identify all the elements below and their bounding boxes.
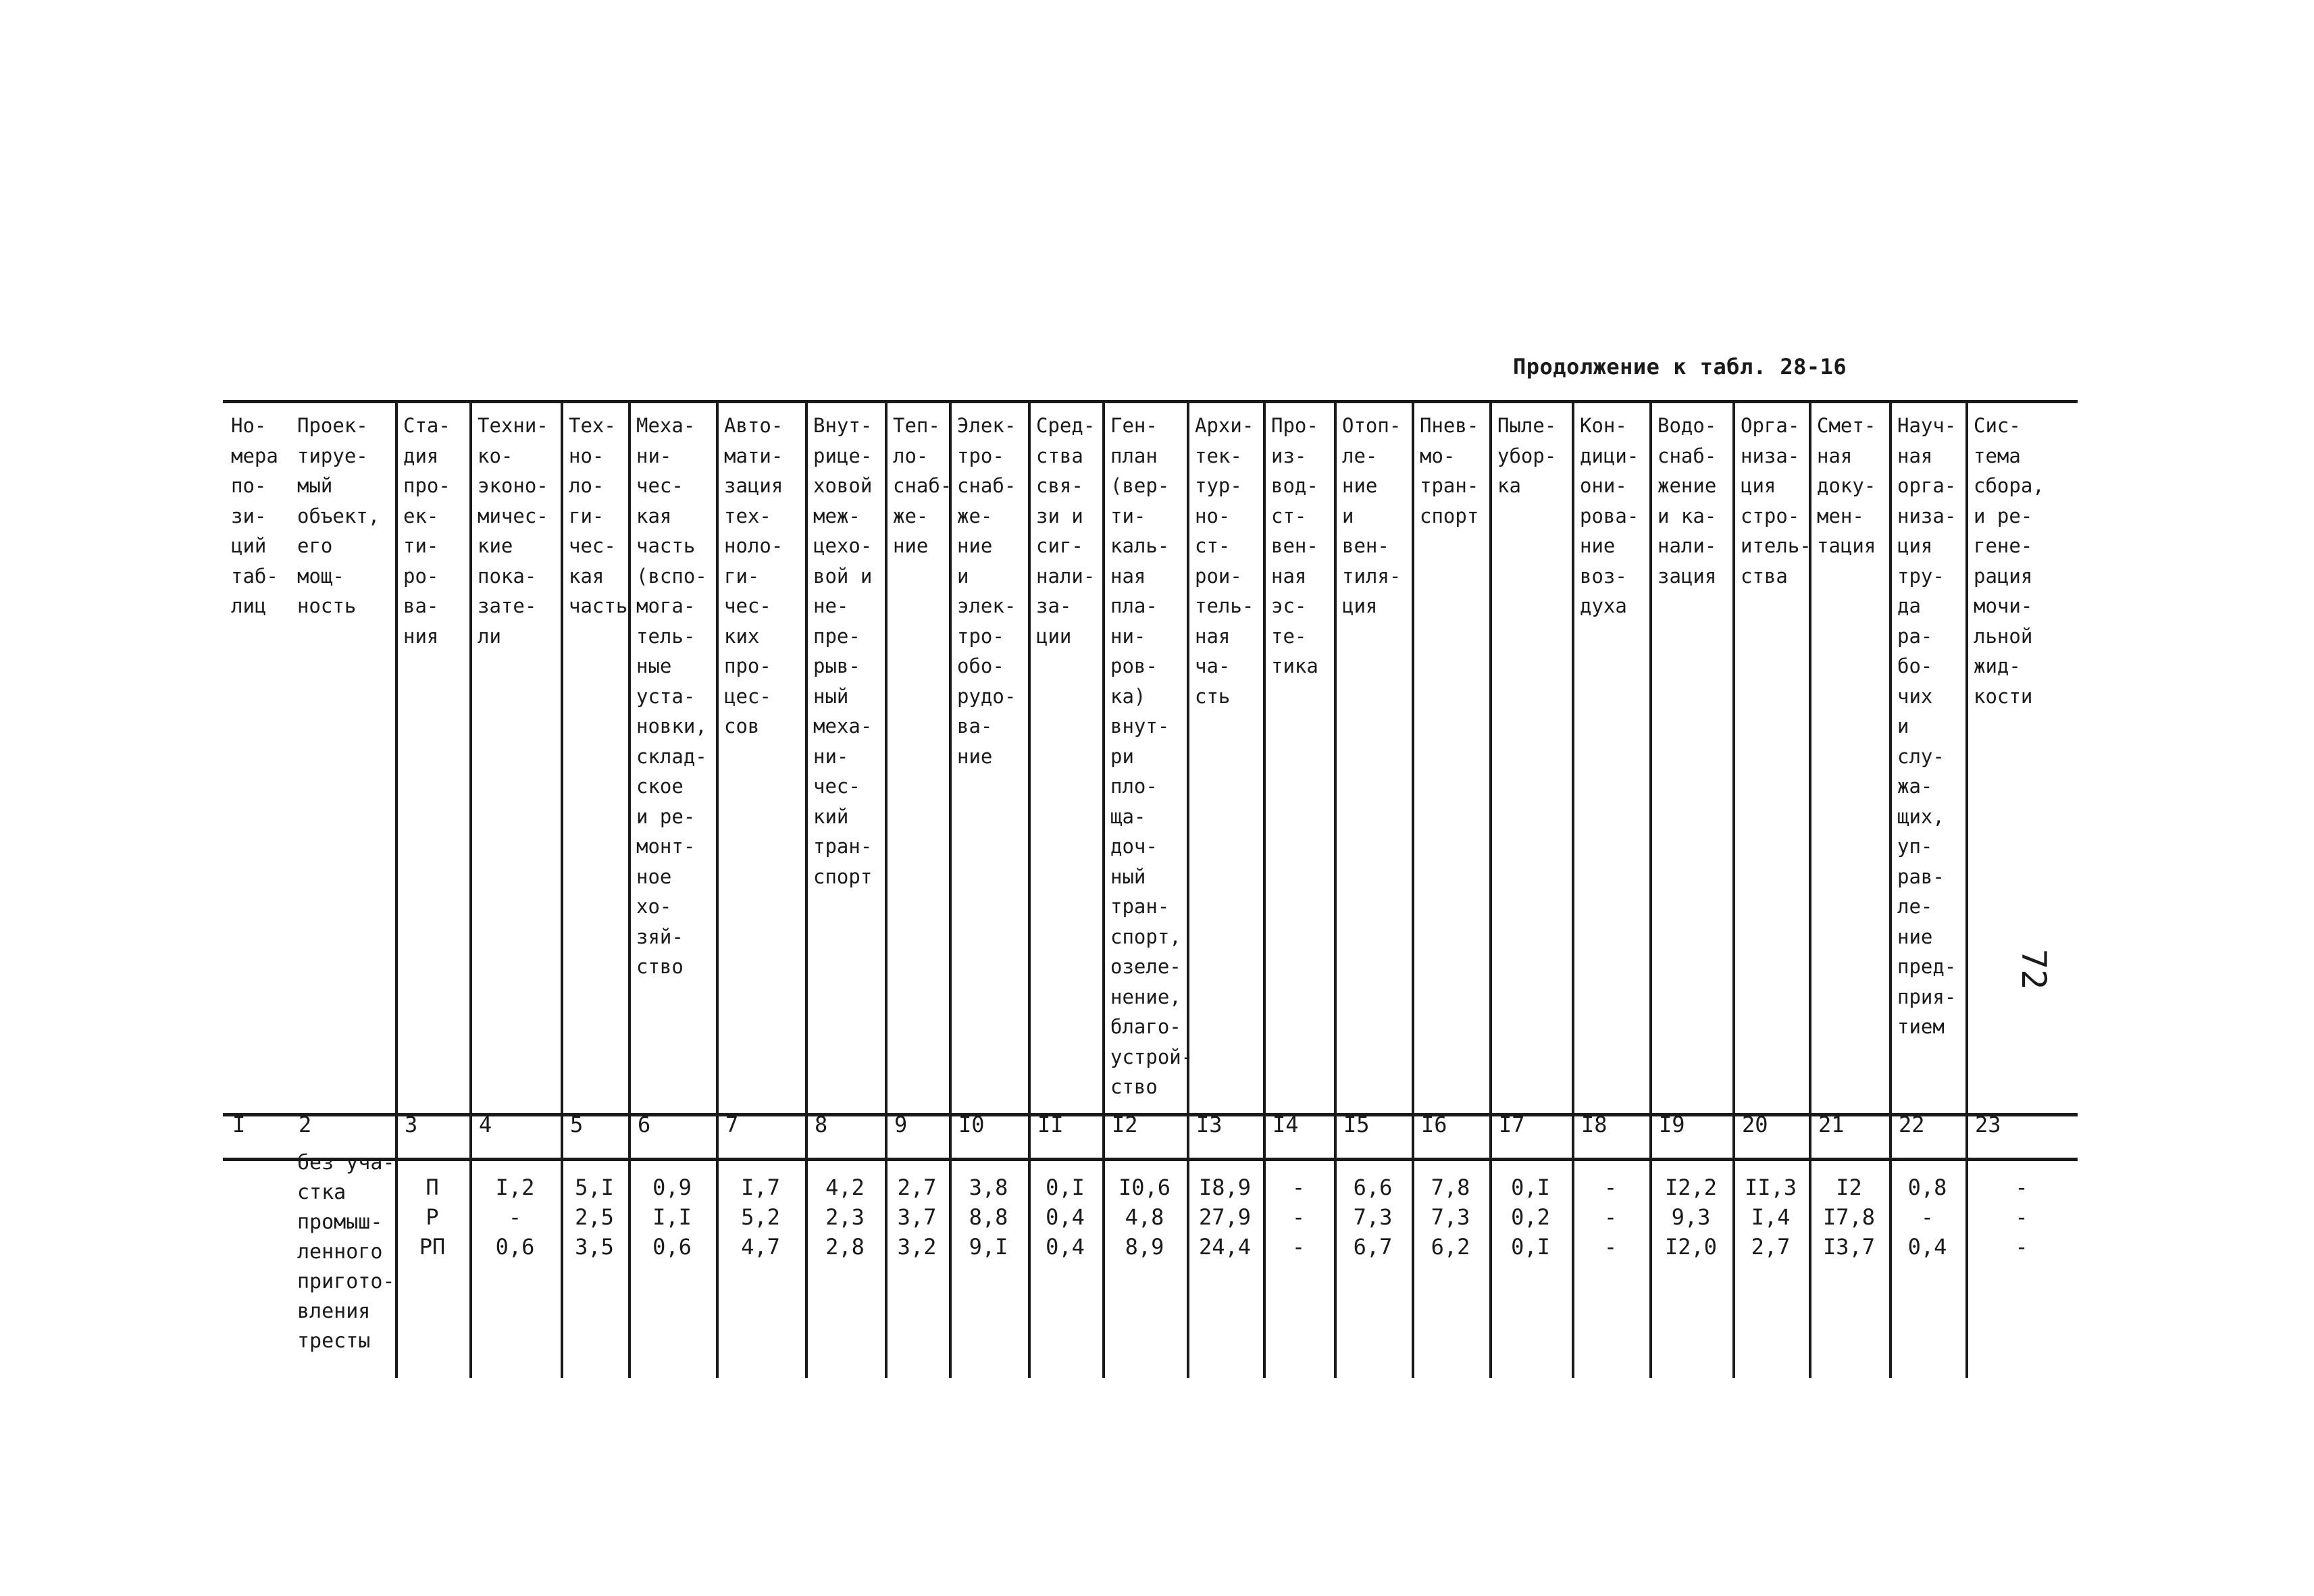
column-number: 2 [299, 1112, 312, 1137]
table-cell: - [2015, 1204, 2028, 1230]
table-cell: I2,0 [1664, 1234, 1718, 1260]
column-number: I2 [1112, 1112, 1138, 1137]
column-number: 23 [1975, 1112, 2001, 1137]
table-cell: 6,7 [1353, 1234, 1393, 1260]
table-cell: 3,5 [575, 1234, 614, 1260]
table-cell: - [1291, 1204, 1306, 1230]
column-number: 8 [815, 1112, 828, 1137]
table-cell: 4,8 [1125, 1204, 1164, 1230]
table-cell: - [1291, 1175, 1306, 1200]
column-number: 6 [638, 1112, 651, 1137]
table-cell: - [2015, 1175, 2028, 1200]
page-number: 72 [2014, 949, 2053, 990]
table-cell: I,2 [495, 1175, 535, 1200]
header-rule [223, 1113, 2078, 1116]
numbers-rule [223, 1158, 2078, 1161]
table-cell: 4,2 [825, 1175, 865, 1200]
table-cell: 0,6 [652, 1234, 692, 1260]
column-header: Смет- ная доку- мен- тация [1817, 414, 1876, 557]
column-header: Авто- мати- зация тех- ноло- ги- чес- ких про- цес- сов [724, 414, 783, 738]
table-cell: - [1291, 1234, 1306, 1260]
table-cell: 4,7 [741, 1234, 780, 1260]
table-cell: 3,8 [969, 1175, 1008, 1200]
column-number: I3 [1196, 1112, 1223, 1137]
table-cell: 0,I [1046, 1175, 1085, 1200]
table-cell: 2,5 [575, 1204, 614, 1230]
column-number: I8 [1581, 1112, 1608, 1137]
column-number: 20 [1742, 1112, 1768, 1137]
column-header: Сис- тема сбора, и ре- гене- рация мочи- льной жид- кости [1974, 414, 2045, 708]
column-number: 5 [570, 1112, 584, 1137]
column-number: 3 [405, 1112, 418, 1137]
table-cell: 0,6 [495, 1234, 535, 1260]
object-description: без уча- стка промыш- ленного пригото- вления тресты [297, 1151, 395, 1353]
table-cell: 7,3 [1353, 1204, 1393, 1230]
table-cell: I2 [1836, 1175, 1862, 1200]
table-cell: 0,8 [1907, 1175, 1947, 1200]
column-header: Ген- план (вер- ти- каль- ная пла- ни- ров- ка) внут- ри пло- ща- доч- ный тран- спорт, озеле- нение, благо- устрой- ство [1110, 414, 1193, 1098]
table-cell: 3,7 [897, 1204, 937, 1230]
column-header: Пнев- мо- тран- спорт [1420, 414, 1479, 527]
table-cell: - [1603, 1234, 1618, 1260]
column-header: Сред- ства свя- зи и сиг- нали- за- ции [1036, 414, 1096, 648]
table-cell: 0,9 [652, 1175, 692, 1200]
table-cell: I3,7 [1822, 1234, 1876, 1260]
column-header: Ста- дия про- ек- ти- ро- ва- ния [403, 414, 451, 648]
column-number: I0 [958, 1112, 985, 1137]
column-header: Теп- ло- снаб- же- ние [893, 414, 952, 557]
column-header: Отоп- ле- ние и вен- тиля- ция [1342, 414, 1402, 617]
table-cell: 27,9 [1198, 1204, 1252, 1230]
column-number: 22 [1899, 1112, 1925, 1137]
table-cell: 0,2 [1511, 1204, 1550, 1230]
table-cell: 2,7 [1751, 1234, 1791, 1260]
stage-cell: П [426, 1175, 439, 1200]
column-header: Внут- рице- ховой меж- цехо- вой и не- пре- рыв- ный меха- ни- чес- кий тран- спорт [813, 414, 873, 888]
table-cell: I,7 [741, 1175, 780, 1200]
table-cell: 2,7 [897, 1175, 937, 1200]
table-cell: 0,4 [1046, 1204, 1085, 1230]
column-header: Водо- снаб- жение и ка- нали- зация [1657, 414, 1717, 588]
column-header: Тех- но- ло- ги- чес- кая часть [569, 414, 628, 617]
table-cell: I7,8 [1822, 1204, 1876, 1230]
column-number: I7 [1499, 1112, 1525, 1137]
table-cell: I0,6 [1118, 1175, 1171, 1200]
table-cell: I,I [652, 1204, 692, 1230]
column-number: I9 [1659, 1112, 1685, 1137]
table-cell: 8,8 [969, 1204, 1008, 1230]
column-header: Но- мера по- зи- ций таб- лиц [231, 414, 278, 617]
table-cell: - [508, 1204, 522, 1230]
table-cell: 3,2 [897, 1234, 937, 1260]
column-header: Пыле- убор- ка [1497, 414, 1557, 497]
column-number: I6 [1421, 1112, 1447, 1137]
table-cell: 5,I [575, 1175, 614, 1200]
table-cell: 0,I [1511, 1234, 1550, 1260]
column-number: I4 [1272, 1112, 1299, 1137]
column-header: Архи- тек- тур- но- ст- рои- тель- ная ча- сть [1195, 414, 1254, 708]
stage-cell: Р [426, 1204, 439, 1230]
column-header: Элек- тро- снаб- же- ние и элек- тро- обо- рудо- ва- ние [957, 414, 1017, 768]
table-cell: - [1920, 1204, 1934, 1230]
column-number: I [232, 1112, 246, 1137]
table-cell: 0,4 [1907, 1234, 1947, 1260]
table-cell: I2,2 [1664, 1175, 1718, 1200]
column-header: Техни- ко- эконо- мичес- кие пока- зате- ли [478, 414, 548, 648]
table-cell: 6,2 [1431, 1234, 1470, 1260]
stage-cell: РП [419, 1234, 446, 1260]
column-number: 21 [1818, 1112, 1845, 1137]
column-header: Меха- ни- чес- кая часть (вспо- мога- тель- ные уста- новки, склад- ское и ре- монт- ное хо- зяй- ство [636, 414, 707, 978]
table-cell: 5,2 [741, 1204, 780, 1230]
table-cell: 2,8 [825, 1234, 865, 1260]
column-number: 7 [725, 1112, 739, 1137]
column-number: II [1037, 1112, 1064, 1137]
column-header: Про- из- вод- ст- вен- ная эс- те- тика [1271, 414, 1318, 677]
table-top-rule [223, 400, 2078, 403]
table-cell: I,4 [1751, 1204, 1791, 1230]
column-number: I5 [1343, 1112, 1370, 1137]
table-caption: Продолжение к табл. 28-16 [1513, 354, 1847, 380]
table-cell: 7,3 [1431, 1204, 1470, 1230]
column-number: 9 [894, 1112, 908, 1137]
table-cell: - [1603, 1204, 1618, 1230]
table-cell: II,3 [1744, 1175, 1797, 1200]
table-cell: I8,9 [1198, 1175, 1252, 1200]
column-header: Орга- низа- ция стро- итель- ства [1741, 414, 1811, 588]
table-cell: 9,3 [1671, 1204, 1711, 1230]
table-cell: - [2015, 1234, 2028, 1260]
table-cell: 0,I [1511, 1175, 1550, 1200]
table-cell: 6,6 [1353, 1175, 1393, 1200]
table-cell: 0,4 [1046, 1234, 1085, 1260]
table-cell: 7,8 [1431, 1175, 1470, 1200]
column-header: Науч- ная орга- низа- ция тру- да ра- бо- чих и слу- жа- щих, уп- рав- ле- ние пред- прия- тием [1897, 414, 1957, 1038]
column-header: Кон- дици- они- рова- ние воз- духа [1580, 414, 1639, 617]
table-cell: 24,4 [1198, 1234, 1252, 1260]
table-cell: - [1603, 1175, 1618, 1200]
table-cell: 2,3 [825, 1204, 865, 1230]
table-cell: 9,I [969, 1234, 1008, 1260]
column-header: Проек- тируе- мый объект, его мощ- ность [297, 414, 380, 617]
column-number: 4 [479, 1112, 492, 1137]
table-cell: 8,9 [1125, 1234, 1164, 1260]
